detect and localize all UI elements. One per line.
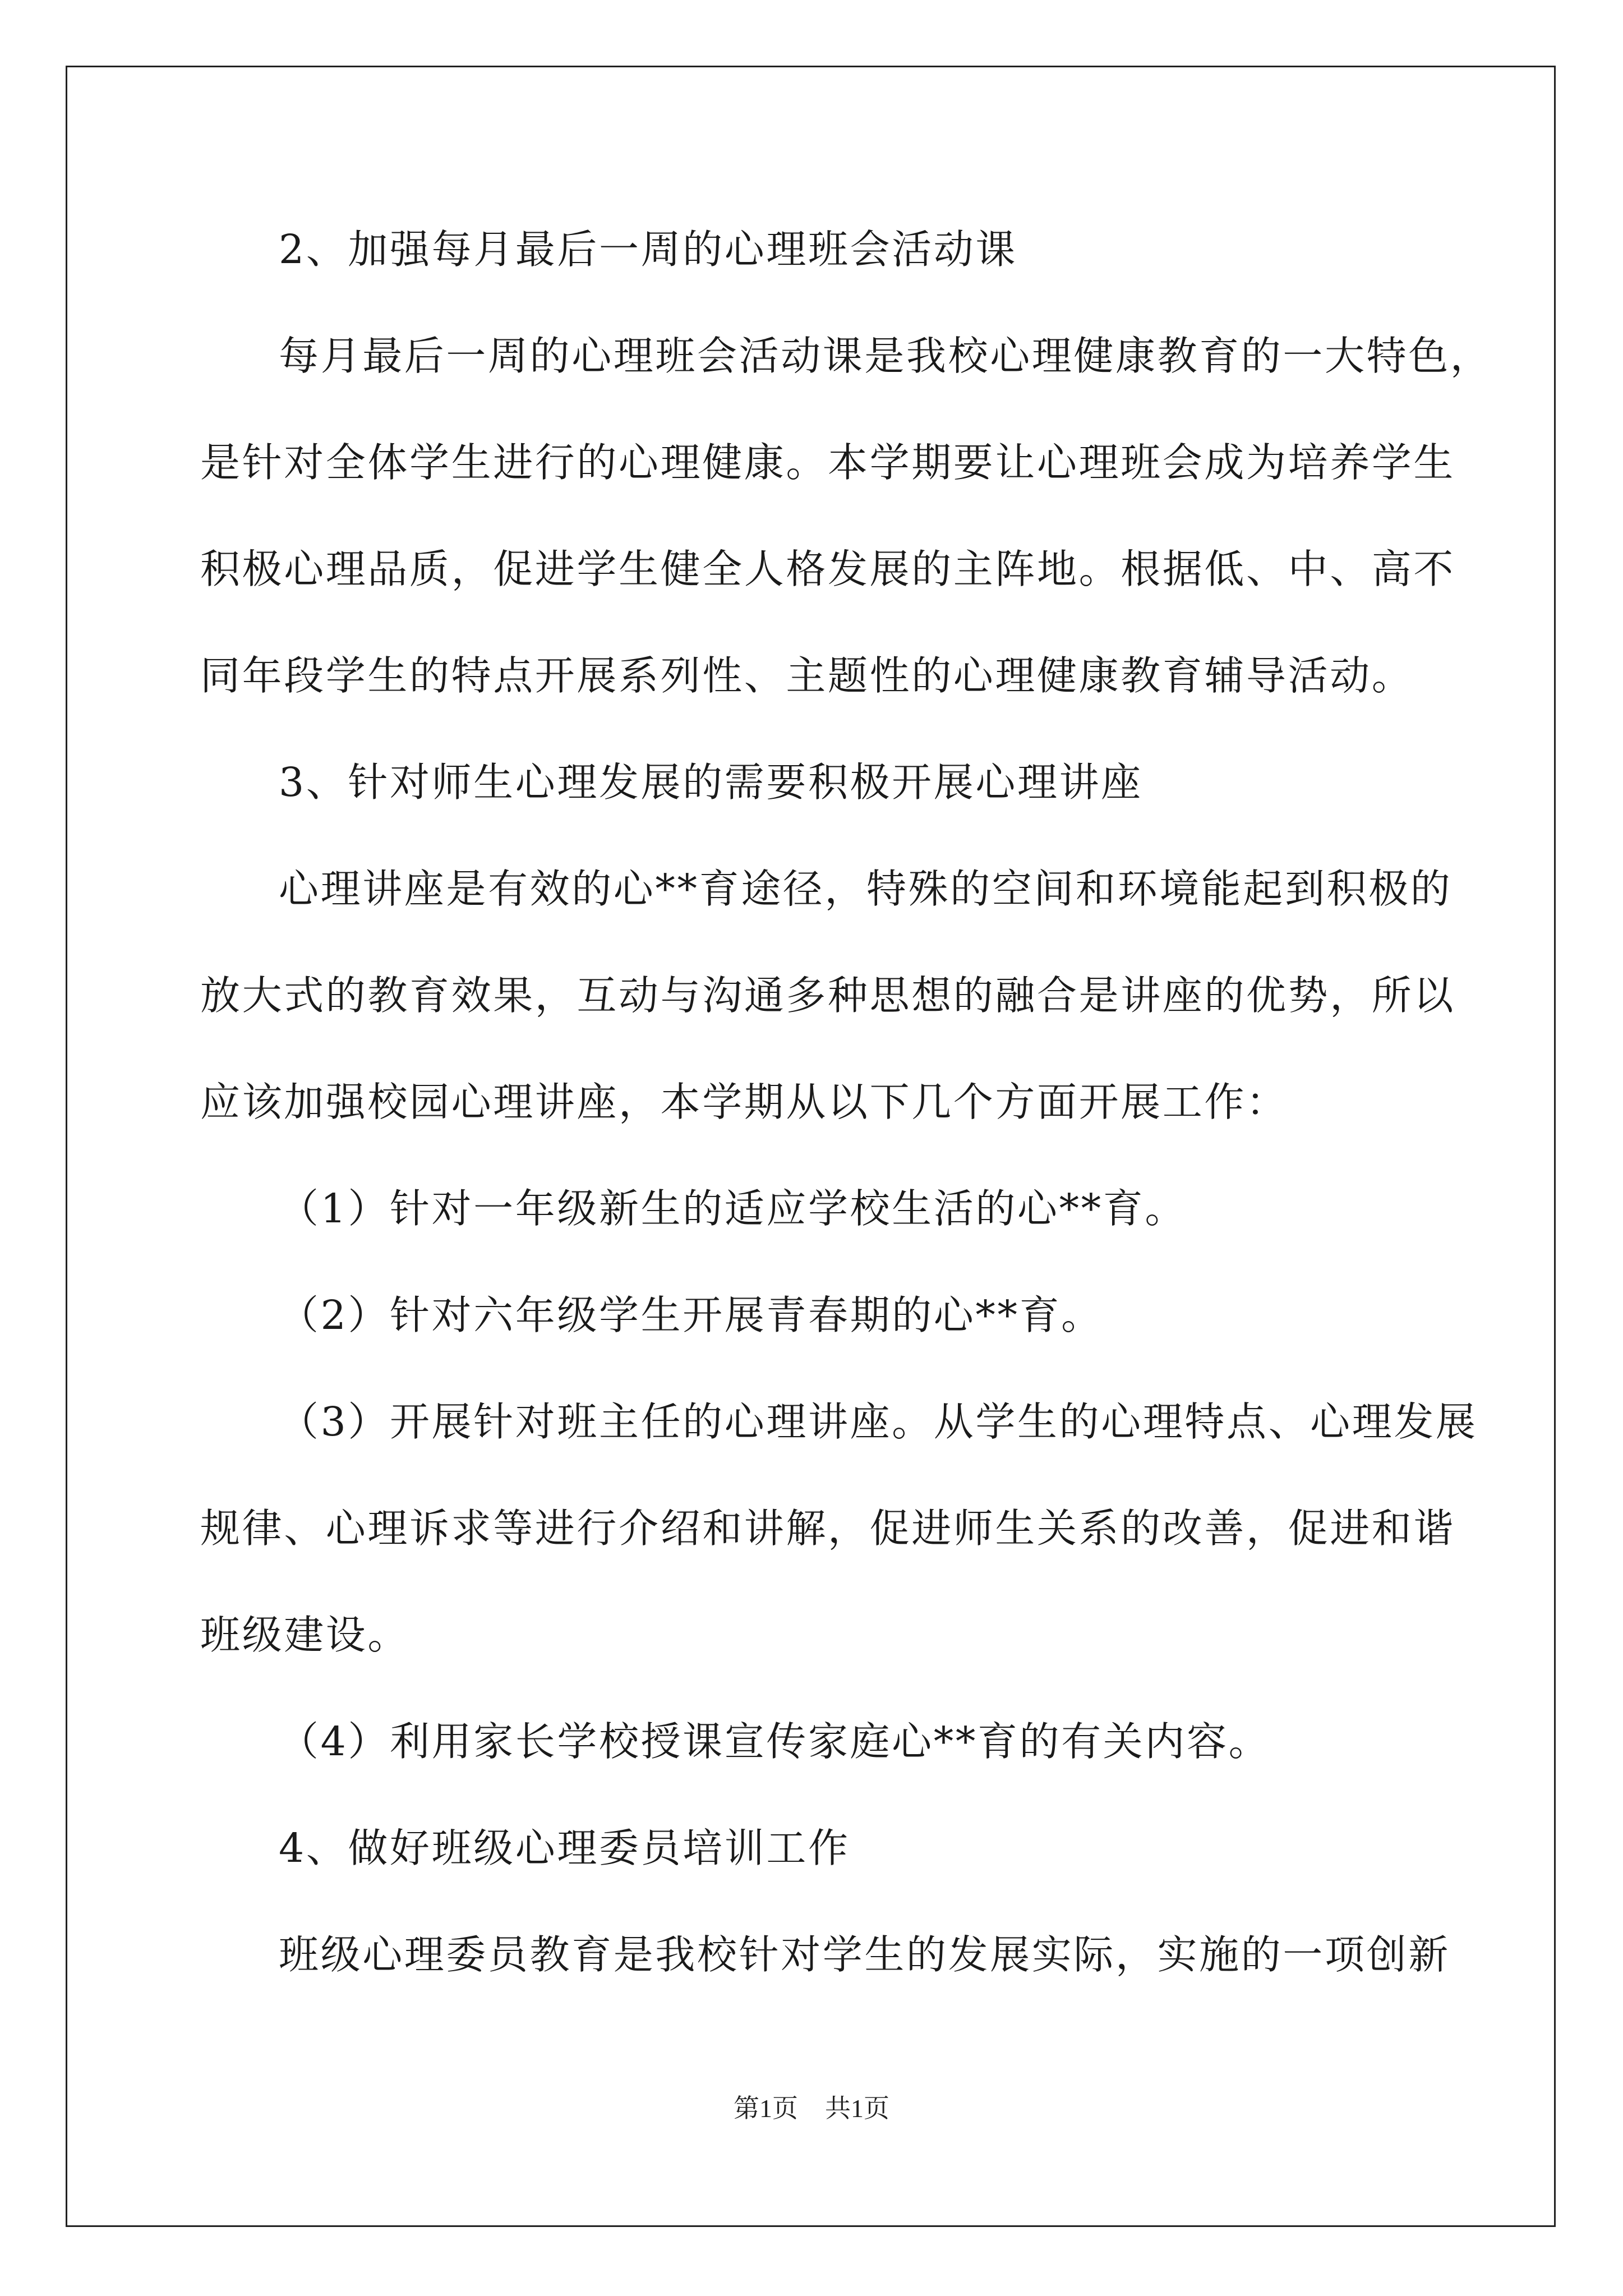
page-footer	[0, 2093, 1623, 2124]
paragraph-line: 心理讲座是有效的心**育途径，特殊的空间和环境能起到积极的	[279, 866, 1453, 912]
paragraph-line: 是针对全体学生进行的心理健康。本学期要让心理班会成为培养学生	[200, 439, 1456, 486]
paragraph-line: 每月最后一周的心理班会活动课是我校心理健康教育的一大特色，	[279, 333, 1492, 379]
list-item-2: （2）针对六年级学生开展青春期的心**育。	[279, 1292, 1103, 1338]
paragraph-line: 放大式的教育效果，互动与沟通多种思想的融合是讲座的优势，所以	[200, 972, 1456, 1019]
paragraph-line: 班级建设。	[200, 1612, 410, 1658]
heading-3: 3、针对师生心理发展的需要积极开展心理讲座	[279, 759, 1143, 806]
paragraph-line: 同年段学生的特点开展系列性、主题性的心理健康教育辅导活动。	[200, 652, 1414, 699]
page-total: 共1页	[825, 2094, 889, 2123]
paragraph-line: 积极心理品质，促进学生健全人格发展的主阵地。根据低、中、高不	[200, 546, 1456, 592]
list-item-3: （3）开展针对班主任的心理讲座。从学生的心理特点、心理发展	[279, 1398, 1478, 1445]
paragraph-line: 应该加强校园心理讲座，本学期从以下几个方面开展工作：	[200, 1079, 1288, 1125]
paragraph-line: 规律、心理诉求等进行介绍和讲解，促进师生关系的改善，促进和谐	[200, 1505, 1456, 1552]
list-item-4: （4）利用家长学校授课宣传家庭心**育的有关内容。	[279, 1718, 1271, 1765]
heading-2: 2、加强每月最后一周的心理班会活动课	[279, 226, 1017, 273]
paragraph-line: 班级心理委员教育是我校针对学生的发展实际，实施的一项创新	[279, 1931, 1450, 1978]
page-border	[66, 66, 1556, 2227]
heading-4: 4、做好班级心理委员培训工作	[279, 1825, 850, 1871]
list-item-1: （1）针对一年级新生的适应学校生活的心**育。	[279, 1185, 1187, 1232]
page-number: 第1页	[734, 2094, 798, 2123]
